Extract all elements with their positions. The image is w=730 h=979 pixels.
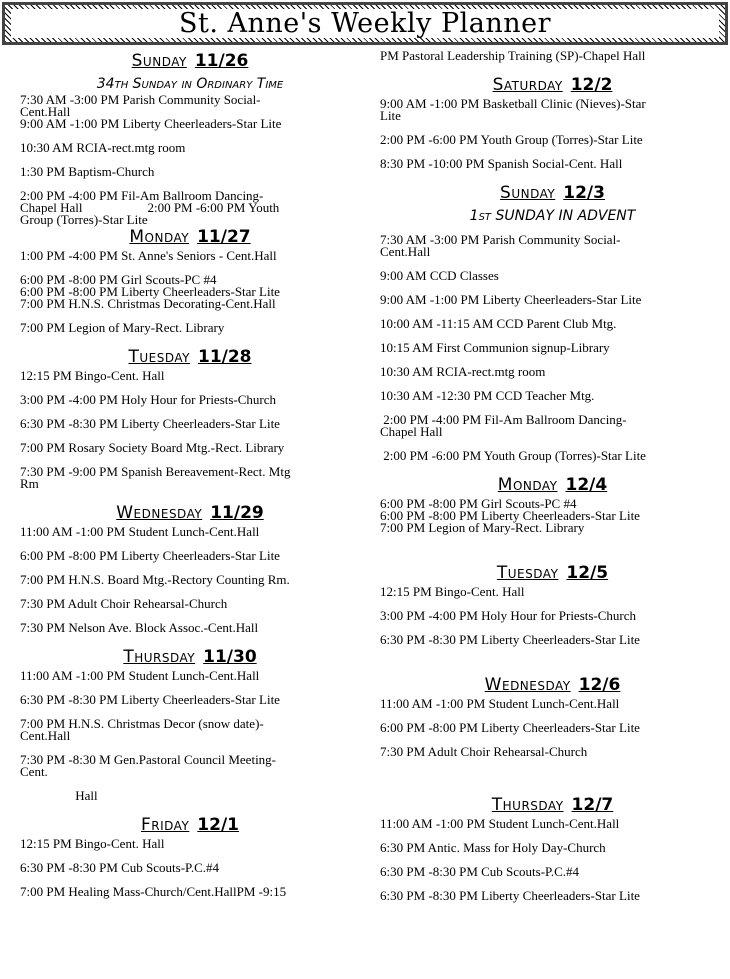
day-name: Tuesday [128, 347, 190, 367]
spacer [380, 546, 725, 554]
day-name: Sunday [131, 51, 187, 71]
day-name: Thursday [491, 795, 564, 815]
event-item: 6:30 PM -8:30 PM Liberty Cheerleaders-Star Lite [380, 888, 640, 903]
day-name: Wednesday [116, 503, 203, 523]
event-item: 12:15 PM Bingo-Cent. Hall [380, 584, 525, 599]
spacer [380, 666, 725, 674]
event-item: 9:00 AM -1:00 PM Basketball Clinic (Nieves)-Star Lite [380, 96, 646, 123]
event-item: 7:30 PM Nelson Ave. Block Assoc.-Cent.Hall [20, 620, 259, 635]
day-name: Friday [141, 815, 190, 835]
day-heading-friday [20, 814, 360, 836]
event-item: 10:30 AM -12:30 PM CCD Teacher Mtg. [380, 388, 595, 403]
event-item: 7:30 PM Adult Choir Rehearsal-Church [380, 744, 588, 759]
day-name: Wednesday [484, 675, 571, 695]
event-item: 6:30 PM -8:30 PM Cub Scouts-P.C.#4 [380, 864, 580, 879]
day-heading-saturday [380, 74, 725, 96]
event-item: 7:30 PM Adult Choir Rehearsal-Church [20, 596, 228, 611]
event-item: 7:00 PM Legion of Mary-Rect. Library [20, 320, 225, 335]
event-item: 1:00 PM -4:00 PM St. Anne's Seniors - Cent.Hall [20, 248, 277, 263]
event-item: 11:00 AM -1:00 PM Student Lunch-Cent.Hall [380, 816, 620, 831]
event-item: 6:30 PM -8:30 PM Liberty Cheerleaders-Star Lite [20, 416, 280, 431]
event-item: 10:30 AM RCIA-rect.mtg room [20, 140, 186, 155]
event-item: 6:30 PM Antic. Mass for Holy Day-Church [380, 840, 606, 855]
day-name: Monday [129, 227, 190, 247]
day-date: 12/3 [563, 183, 605, 203]
event-item: 11:00 AM -1:00 PM Student Lunch-Cent.Hall [20, 524, 260, 539]
event-item: 9:00 AM CCD Classes [380, 268, 499, 283]
event-item: 10:30 AM RCIA-rect.mtg room [380, 364, 546, 379]
event-item: 10:15 AM First Communion signup-Library [380, 340, 610, 355]
event-item: 7:00 PM Rosary Society Board Mtg.-Rect. Library [20, 440, 285, 455]
event-item: 7:30 PM -8:30 M Gen.Pastoral Council Meeting- Cent. [20, 752, 277, 779]
day-heading-monday [20, 226, 360, 248]
day-name: Saturday [492, 75, 563, 95]
day-date: 12/4 [565, 475, 608, 495]
spacer [380, 778, 725, 786]
event-item: 6:00 PM -8:00 PM Girl Scouts-PC #4 6:00 PM -8:00 PM Liberty Cheerleaders-Star Lite [20, 272, 280, 299]
event-item: 6:00 PM -8:00 PM Girl Scouts-PC #4 6:00 PM -8:00 PM Liberty Cheerleaders-Star Lite [380, 496, 640, 523]
event-item: 2:00 PM -6:00 PM Youth Group (Torres)-Star Lite [380, 448, 646, 463]
spacer [380, 554, 725, 562]
day-heading-tuesday [20, 346, 360, 368]
right-column [380, 50, 725, 914]
day-date: 12/5 [566, 563, 609, 583]
day-name: Thursday [123, 647, 196, 667]
event-item: 10:00 AM -11:15 AM CCD Parent Club Mtg. [380, 316, 617, 331]
page-title: St. Anne's Weekly Planner [11, 9, 719, 38]
day-name: Monday [497, 475, 558, 495]
event-item: 7:30 AM -3:00 PM Parish Community Social- Cent.Hall [380, 232, 621, 259]
left-column [20, 50, 360, 910]
event-item: 2:00 PM -4:00 PM Fil-Am Ballroom Dancing- Chapel Hall [380, 412, 627, 439]
event-item: Hall [20, 788, 98, 803]
day-heading-wednesday [20, 502, 360, 524]
event-item: 7:00 PM H.N.S. Christmas Decor (snow date)- Cent.Hall [20, 716, 264, 743]
event-item: 12:15 PM Bingo-Cent. Hall [20, 836, 165, 851]
event-item: 7:30 PM -9:00 PM Spanish Bereavement-Rect. Mtg Rm [20, 464, 291, 491]
liturgical-subtitle: 1st SUNDAY IN ADVENT [469, 208, 636, 224]
day-date: 11/26 [194, 51, 249, 71]
event-item: 2:00 PM -6:00 PM Youth Group (Torres)-Star Lite [380, 132, 643, 147]
day-date: 11/28 [197, 347, 252, 367]
day-heading-monday [380, 474, 725, 496]
day-date: 12/7 [571, 795, 614, 815]
event-item: 11:00 AM -1:00 PM Student Lunch-Cent.Hall [20, 668, 260, 683]
spacer [380, 786, 725, 794]
event-item: 6:30 PM -8:30 PM Liberty Cheerleaders-Star Lite [380, 632, 640, 647]
day-date: 12/2 [570, 75, 613, 95]
event-item: 6:00 PM -8:00 PM Liberty Cheerleaders-Star Lite [380, 720, 640, 735]
event-item: 7:30 AM -3:00 PM Parish Community Social- Cent.Hall [20, 92, 261, 119]
event-item: 8:30 PM -10:00 PM Spanish Social-Cent. Hall [380, 156, 623, 171]
day-date: 11/29 [210, 503, 264, 523]
day-heading-thursday [20, 646, 360, 668]
event-item: 12:15 PM Bingo-Cent. Hall [20, 368, 165, 383]
event-item: 7:00 PM Legion of Mary-Rect. Library [380, 520, 585, 535]
event-item: 6:30 PM -8:30 PM Liberty Cheerleaders-Star Lite [20, 692, 280, 707]
day-heading-wednesday [380, 674, 725, 696]
event-item: 9:00 AM -1:00 PM Liberty Cheerleaders-Star Lite [380, 292, 642, 307]
day-heading-thursday [380, 794, 725, 816]
day-date: 11/30 [203, 647, 257, 667]
event-item: 6:30 PM -8:30 PM Cub Scouts-P.C.#4 [20, 860, 220, 875]
day-heading-tuesday [380, 562, 725, 584]
title-banner [2, 2, 728, 45]
day-name: Tuesday [496, 563, 559, 583]
event-item: 3:00 PM -4:00 PM Holy Hour for Priests-Church [380, 608, 637, 623]
day-name: Sunday [500, 183, 556, 203]
day-date: 12/6 [578, 675, 621, 695]
event-item: 7:00 PM H.N.S. Board Mtg.-Rectory Counting Rm. [20, 572, 290, 587]
event-item: 7:00 PM H.N.S. Christmas Decorating-Cent.Hall [20, 296, 276, 311]
event-item-continued: PM Pastoral Leadership Training (SP)-Chapel Hall [380, 48, 646, 63]
event-item: 1:30 PM Baptism-Church [20, 164, 155, 179]
event-item: 3:00 PM -4:00 PM Holy Hour for Priests-Church [20, 392, 277, 407]
event-item: 11:00 AM -1:00 PM Student Lunch-Cent.Hall [380, 696, 620, 711]
day-heading-sunday [380, 182, 725, 204]
event-item: 7:00 PM Healing Mass-Church/Cent.HallPM -9:15 [20, 884, 287, 899]
day-date: 12/1 [197, 815, 239, 835]
day-heading-sunday [20, 50, 360, 72]
spacer [380, 658, 725, 666]
event-item: 2:00 PM -4:00 PM Fil-Am Ballroom Dancing- Chapel Hall 2:00 PM -6:00 PM Youth Group (Torres)-Star Lite [20, 188, 280, 227]
spacer [380, 770, 725, 778]
liturgical-subtitle: 34th Sunday in Ordinary Time [96, 76, 284, 92]
day-date: 11/27 [197, 227, 251, 247]
event-item: 9:00 AM -1:00 PM Liberty Cheerleaders-Star Lite [20, 116, 282, 131]
event-item: 6:00 PM -8:00 PM Liberty Cheerleaders-Star Lite [20, 548, 280, 563]
